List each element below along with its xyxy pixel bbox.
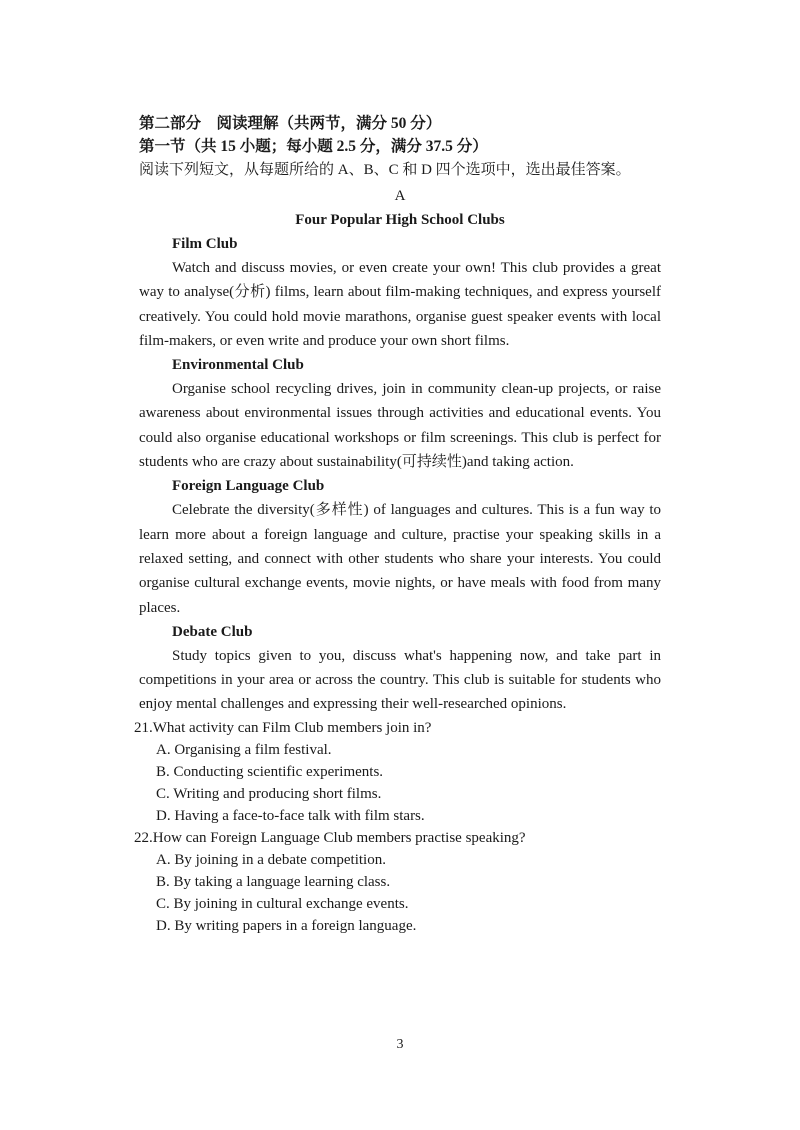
answer-option-d: D. By writing papers in a foreign language. [156,917,417,934]
answer-option-c: C. Writing and producing short films. [156,785,382,802]
page-number: 3 [396,1037,404,1052]
answer-option-a: A. By joining in a debate competition. [156,851,386,868]
exam-page [134,112,661,937]
answer-option-c: C. By joining in cultural exchange events. [156,895,409,912]
part-heading: 第二部分 阅读理解（共两节，满分 50 分） [139,115,442,132]
passage-letter: A [394,188,406,204]
instruction: 阅读下列短文，从每题所给的 A、B、C 和 D 四个选项中，选出最佳答案。 [139,162,631,178]
question-22 [134,827,661,937]
club-foreign-language [139,474,661,619]
answer-option-d: D. Having a face-to-face talk with film stars. [156,807,425,824]
question-21 [134,717,661,827]
club-description: Watch and discuss movies, or even create your own! This club provides a great way to analyse(分析) films, learn about film-making techniques, and express yourself creatively. You could hold movie marathons, organise guest speaker events with local film-makers, or even write and produce your own short films. [139,260,661,349]
club-name: Environmental Club [172,357,304,374]
club-debate [139,620,661,717]
club-name: Debate Club [172,623,253,640]
section-heading: 第一节（共 15 小题；每小题 2.5 分，满分 37.5 分） [139,138,488,155]
club-description: Study topics given to you, discuss what's happening now, and take part in competitions in your area or across the country. This club is suitable for students who enjoy mental challenges and expressing their well-researched opinions. [139,647,661,713]
answer-option-b: B. Conducting scientific experiments. [156,763,384,780]
passage-title: Four Popular High School Clubs [295,212,505,228]
answer-option-a: A. Organising a film festival. [156,741,332,758]
answer-option-b: B. By taking a language learning class. [156,873,391,890]
club-name: Foreign Language Club [172,478,325,495]
club-environmental [139,353,661,474]
club-description: Organise school recycling drives, join in community clean-up projects, or raise awareness about environmental issues through activities and educational events. You could also organise educational workshops or film screenings. This club is perfect for students who are crazy about sustainability(可持续性)and taking action. [139,381,661,471]
club-film [139,232,661,353]
question-stem: 22.How can Foreign Language Club members practise speaking? [134,829,526,846]
club-name: Film Club [172,236,238,252]
question-stem: 21.What activity can Film Club members join in? [134,719,432,736]
club-description: Celebrate the diversity(多样性) of languages and cultures. This is a fun way to learn more about a foreign language and culture, practise your speaking skills in a relaxed setting, and connect with other students who share your interests. You could organise cultural exchange events, movie nights, or have meals with food from many places. [139,502,661,616]
